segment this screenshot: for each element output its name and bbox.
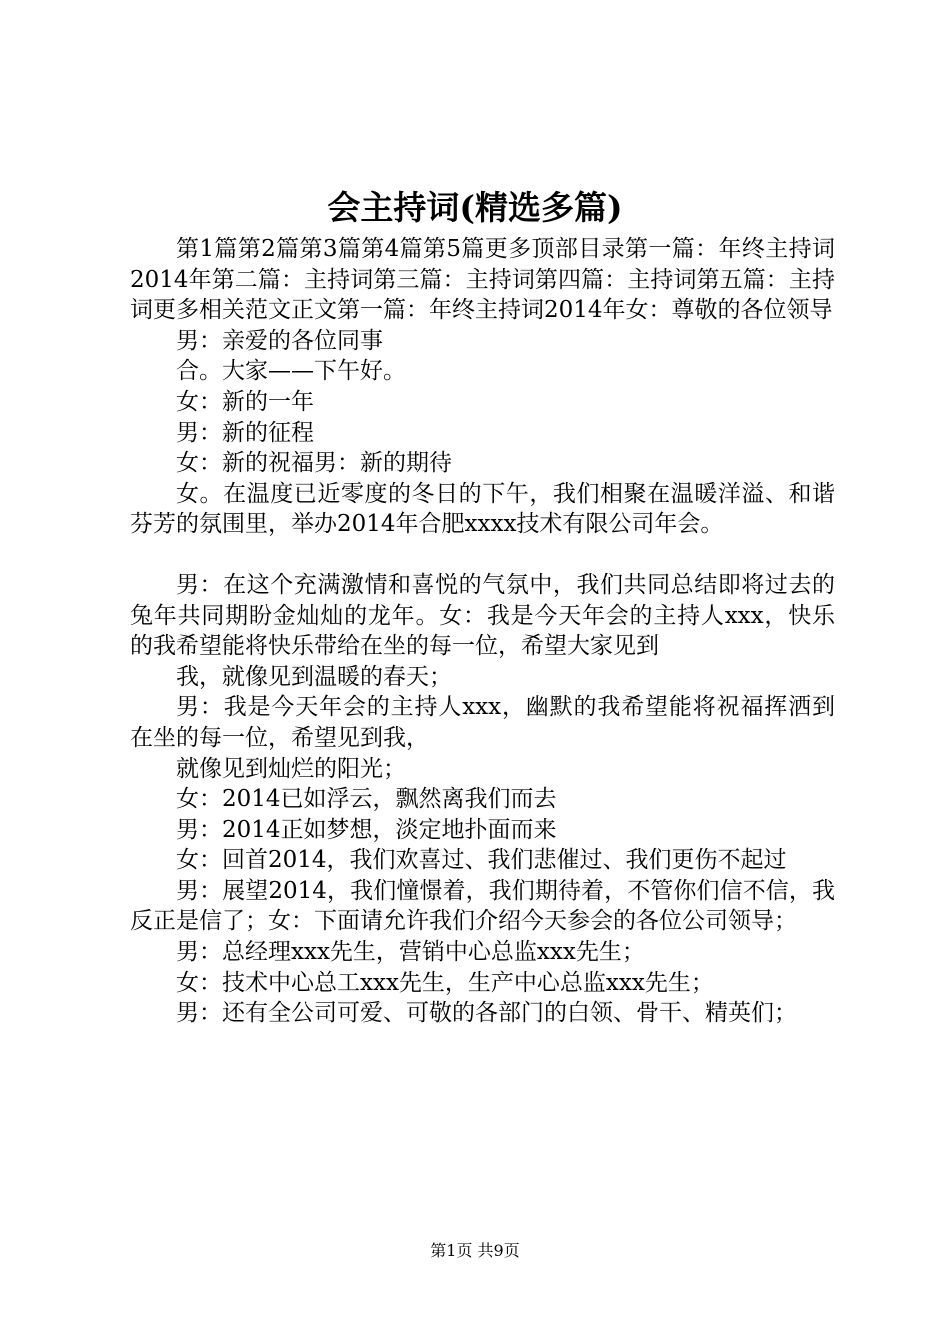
paragraph: 男：总经理xxx先生，营销中心总监xxx先生； [176,939,645,966]
paragraph: 女。在温度已近零度的冬日的下午，我们相聚在温暖洋溢、和谐芬芳的氛围里，举办2014年合肥xxxx技术有限公司年会。 [130,480,835,538]
paragraph: 男：新的征程 [176,419,314,446]
paragraph: 男：展望2014，我们憧憬着，我们期待着，不管你们信不信，我反正是信了；女：下面请允许我们介绍今天参会的各位公司领导； [130,877,835,935]
paragraph: 女：2014已如浮云，飘然离我们而去 [176,786,557,813]
paragraph: 我，就像见到温暖的春天； [176,663,452,690]
document-title: 会主持词(精选多篇) [327,188,623,227]
paragraph: 女：回首2014，我们欢喜过、我们悲催过、我们更伤不起过 [176,847,787,874]
paragraph: 第1篇第2篇第3篇第4篇第5篇更多顶部目录第一篇：年终主持词2014年第二篇：主持词第三篇：主持词第四篇：主持词第五篇：主持词更多相关范文正文第一篇：年终主持词2014年女：尊敬的各位领导 [130,236,835,324]
document-body [130,234,835,1029]
paragraph: 女：技术中心总工xxx先生，生产中心总监xxx先生； [176,969,714,996]
paragraph: 男：2014正如梦想，淡定地扑面而来 [176,816,557,843]
paragraph: 男：还有全公司可爱、可敬的各部门的白领、骨干、精英们； [176,1000,797,1027]
paragraph: 女：新的祝福男：新的期待 [176,450,452,477]
paragraph: 女：新的一年 [176,388,314,415]
paragraph: 就像见到灿烂的阳光； [176,755,406,782]
paragraph: 男：我是今天年会的主持人xxx，幽默的我希望能将祝福挥洒到在坐的每一位，希望见到我， [130,694,835,751]
paragraph: 合。大家——下午好。 [176,358,406,385]
page-footer: 第1页 共9页 [430,1241,520,1260]
paragraph: 男：亲爱的各位同事 [176,327,383,354]
paragraph: 男：在这个充满激情和喜悦的气氛中，我们共同总结即将过去的兔年共同期盼金灿灿的龙年。女：我是今天年会的主持人xxx，快乐的我希望能将快乐带给在坐的每一位，希望大家见到 [130,571,835,660]
